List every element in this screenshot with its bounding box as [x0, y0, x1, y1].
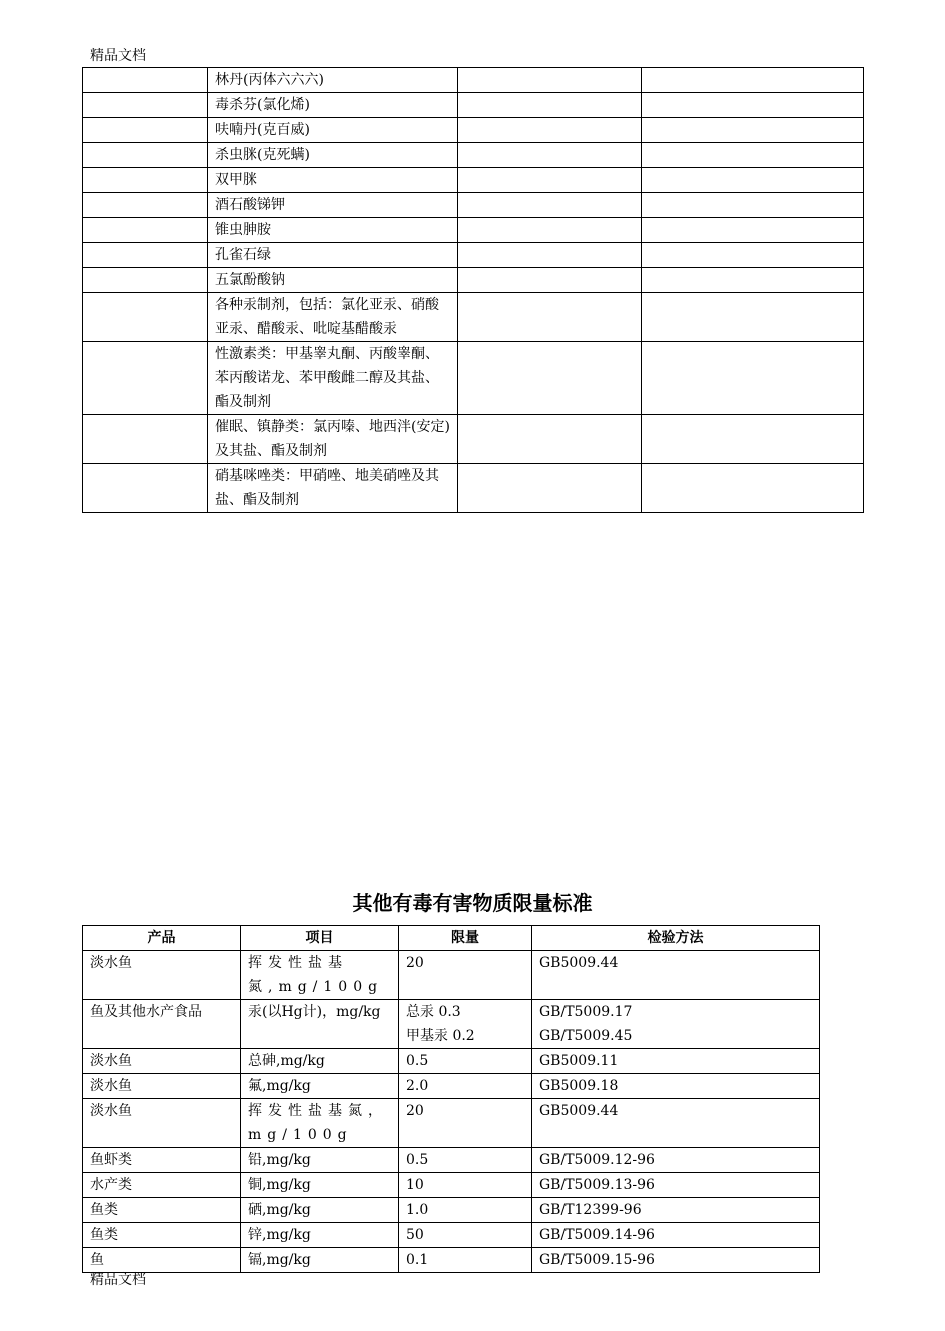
table-row: [83, 1198, 820, 1223]
product-cell: 淡水鱼: [83, 951, 241, 1000]
header-row: [83, 926, 820, 951]
product-cell: 淡水鱼: [83, 1099, 241, 1148]
item-cell: 镉,mg/kg: [241, 1248, 399, 1273]
item-cell: 硒,mg/kg: [241, 1198, 399, 1223]
product-cell: 淡水鱼: [83, 1049, 241, 1074]
method-cell: [532, 1000, 820, 1049]
table-cell: [458, 415, 642, 464]
table-row: [83, 293, 864, 342]
table-cell: [642, 293, 864, 342]
header-method: 检验方法: [532, 926, 820, 951]
table-cell: [458, 243, 642, 268]
table-cell: [458, 342, 642, 415]
header-limit: 限量: [399, 926, 532, 951]
table-row: [83, 951, 820, 1000]
substance-name: 硝基咪唑类：甲硝唑、地美硝唑及其盐、酯及制剂: [208, 464, 458, 513]
table-cell: [458, 118, 642, 143]
table-row: [83, 1148, 820, 1173]
method-cell: GB/T5009.13-96: [532, 1173, 820, 1198]
limit-cell: 1.0: [399, 1198, 532, 1223]
table-row: [83, 1074, 820, 1099]
limit-cell: 20: [399, 1099, 532, 1148]
table-cell: [642, 68, 864, 93]
method-cell: GB5009.11: [532, 1049, 820, 1074]
substance-name: 孔雀石绿: [208, 243, 458, 268]
table-row: [83, 193, 864, 218]
table-cell: [83, 218, 208, 243]
limit-cell: 2.0: [399, 1074, 532, 1099]
table-row: [83, 168, 864, 193]
method-cell: GB5009.44: [532, 951, 820, 1000]
limit-total-mercury: 总汞 0.3: [406, 1004, 461, 1020]
table-row: [83, 68, 864, 93]
table-cell: [83, 68, 208, 93]
substance-name: 杀虫脒(克死螨): [208, 143, 458, 168]
page-header-label: 精品文档: [90, 48, 146, 64]
header-item: 项目: [241, 926, 399, 951]
table-cell: [458, 218, 642, 243]
table-cell: [642, 193, 864, 218]
item-cell: 汞(以Hg计)，mg/kg: [241, 1000, 399, 1049]
table-cell: [458, 168, 642, 193]
method-cell: GB/T5009.15-96: [532, 1248, 820, 1273]
table-row: [83, 342, 864, 415]
item-cell: 铜,mg/kg: [241, 1173, 399, 1198]
table-header: [83, 926, 820, 951]
product-cell: 水产类: [83, 1173, 241, 1198]
table-cell: [458, 68, 642, 93]
limit-methyl-mercury: 甲基汞 0.2: [406, 1028, 475, 1044]
table-row: [83, 1223, 820, 1248]
method-methyl-mercury: GB/T5009.45: [539, 1028, 633, 1044]
item-cell: 锌,mg/kg: [241, 1223, 399, 1248]
method-cell: GB/T12399-96: [532, 1198, 820, 1223]
limit-cell: 0.1: [399, 1248, 532, 1273]
table-row: [83, 118, 864, 143]
item-cell: 挥发性盐基氮，mg/100g: [241, 1099, 399, 1148]
table-cell: [642, 93, 864, 118]
item-cell: 总砷,mg/kg: [241, 1049, 399, 1074]
substance-name: 锥虫胂胺: [208, 218, 458, 243]
table-cell: [83, 268, 208, 293]
method-cell: GB5009.18: [532, 1074, 820, 1099]
table-cell: [83, 168, 208, 193]
substance-name: 五氯酚酸钠: [208, 268, 458, 293]
table-cell: [642, 218, 864, 243]
table-cell: [458, 143, 642, 168]
table-cell: [642, 342, 864, 415]
table-cell: [458, 464, 642, 513]
table-cell: [458, 293, 642, 342]
table-cell: [83, 342, 208, 415]
table-row: [83, 218, 864, 243]
table-cell: [642, 243, 864, 268]
table-row: [83, 1173, 820, 1198]
substance-name: 双甲脒: [208, 168, 458, 193]
header-product: 产品: [83, 926, 241, 951]
substance-name: 各种汞制剂，包括：氯化亚汞、硝酸亚汞、醋酸汞、吡啶基醋酸汞: [208, 293, 458, 342]
table-row: [83, 93, 864, 118]
toxic-substance-limits-table: [82, 925, 820, 1273]
limit-cell: 0.5: [399, 1148, 532, 1173]
limit-cell: 10: [399, 1173, 532, 1198]
table-cell: [83, 415, 208, 464]
table-cell: [642, 464, 864, 513]
table-cell: [458, 193, 642, 218]
table-row: [83, 464, 864, 513]
table-row: [83, 1000, 820, 1049]
method-total-mercury: GB/T5009.17: [539, 1004, 633, 1020]
table-row: [83, 1248, 820, 1273]
section-title: 其他有毒有害物质限量标准: [352, 891, 593, 915]
table-cell: [642, 268, 864, 293]
table-row: [83, 415, 864, 464]
table-cell: [642, 415, 864, 464]
limit-cell: [399, 1000, 532, 1049]
substance-name: 性激素类：甲基睾丸酮、丙酸睾酮、苯丙酸诺龙、苯甲酸雌二醇及其盐、酯及制剂: [208, 342, 458, 415]
banned-substances-table: [82, 67, 864, 513]
method-cell: GB5009.44: [532, 1099, 820, 1148]
table-cell: [642, 168, 864, 193]
item-cell: 铅,mg/kg: [241, 1148, 399, 1173]
table-cell: [83, 193, 208, 218]
table-cell: [458, 268, 642, 293]
table-cell: [83, 118, 208, 143]
substance-name: 酒石酸锑钾: [208, 193, 458, 218]
table-cell: [83, 143, 208, 168]
substance-name: 呋喃丹(克百威): [208, 118, 458, 143]
table-cell: [458, 93, 642, 118]
product-cell: 淡水鱼: [83, 1074, 241, 1099]
method-cell: GB/T5009.14-96: [532, 1223, 820, 1248]
substance-name: 林丹(丙体六六六): [208, 68, 458, 93]
limit-cell: 0.5: [399, 1049, 532, 1074]
item-cell: 挥发性盐基氮,mg/100g: [241, 951, 399, 1000]
table-row: [83, 1099, 820, 1148]
product-cell: 鱼类: [83, 1223, 241, 1248]
table-cell: [83, 93, 208, 118]
product-cell: 鱼及其他水产食品: [83, 1000, 241, 1049]
table-row: [83, 243, 864, 268]
item-cell: 氟,mg/kg: [241, 1074, 399, 1099]
limits-body: [83, 951, 820, 1273]
limit-cell: 20: [399, 951, 532, 1000]
substance-name: 催眠、镇静类：氯丙嗪、地西泮(安定)及其盐、酯及制剂: [208, 415, 458, 464]
product-cell: 鱼虾类: [83, 1148, 241, 1173]
table-cell: [642, 118, 864, 143]
table-row: [83, 1049, 820, 1074]
table-row: [83, 268, 864, 293]
page-footer-label: 精品文档: [90, 1272, 146, 1288]
limit-cell: 50: [399, 1223, 532, 1248]
table-cell: [83, 464, 208, 513]
table-cell: [83, 293, 208, 342]
table-row: [83, 143, 864, 168]
product-cell: 鱼: [83, 1248, 241, 1273]
product-cell: 鱼类: [83, 1198, 241, 1223]
method-cell: GB/T5009.12-96: [532, 1148, 820, 1173]
table-cell: [83, 243, 208, 268]
table-cell: [642, 143, 864, 168]
banned-substances-body: [83, 68, 864, 513]
substance-name: 毒杀芬(氯化烯): [208, 93, 458, 118]
